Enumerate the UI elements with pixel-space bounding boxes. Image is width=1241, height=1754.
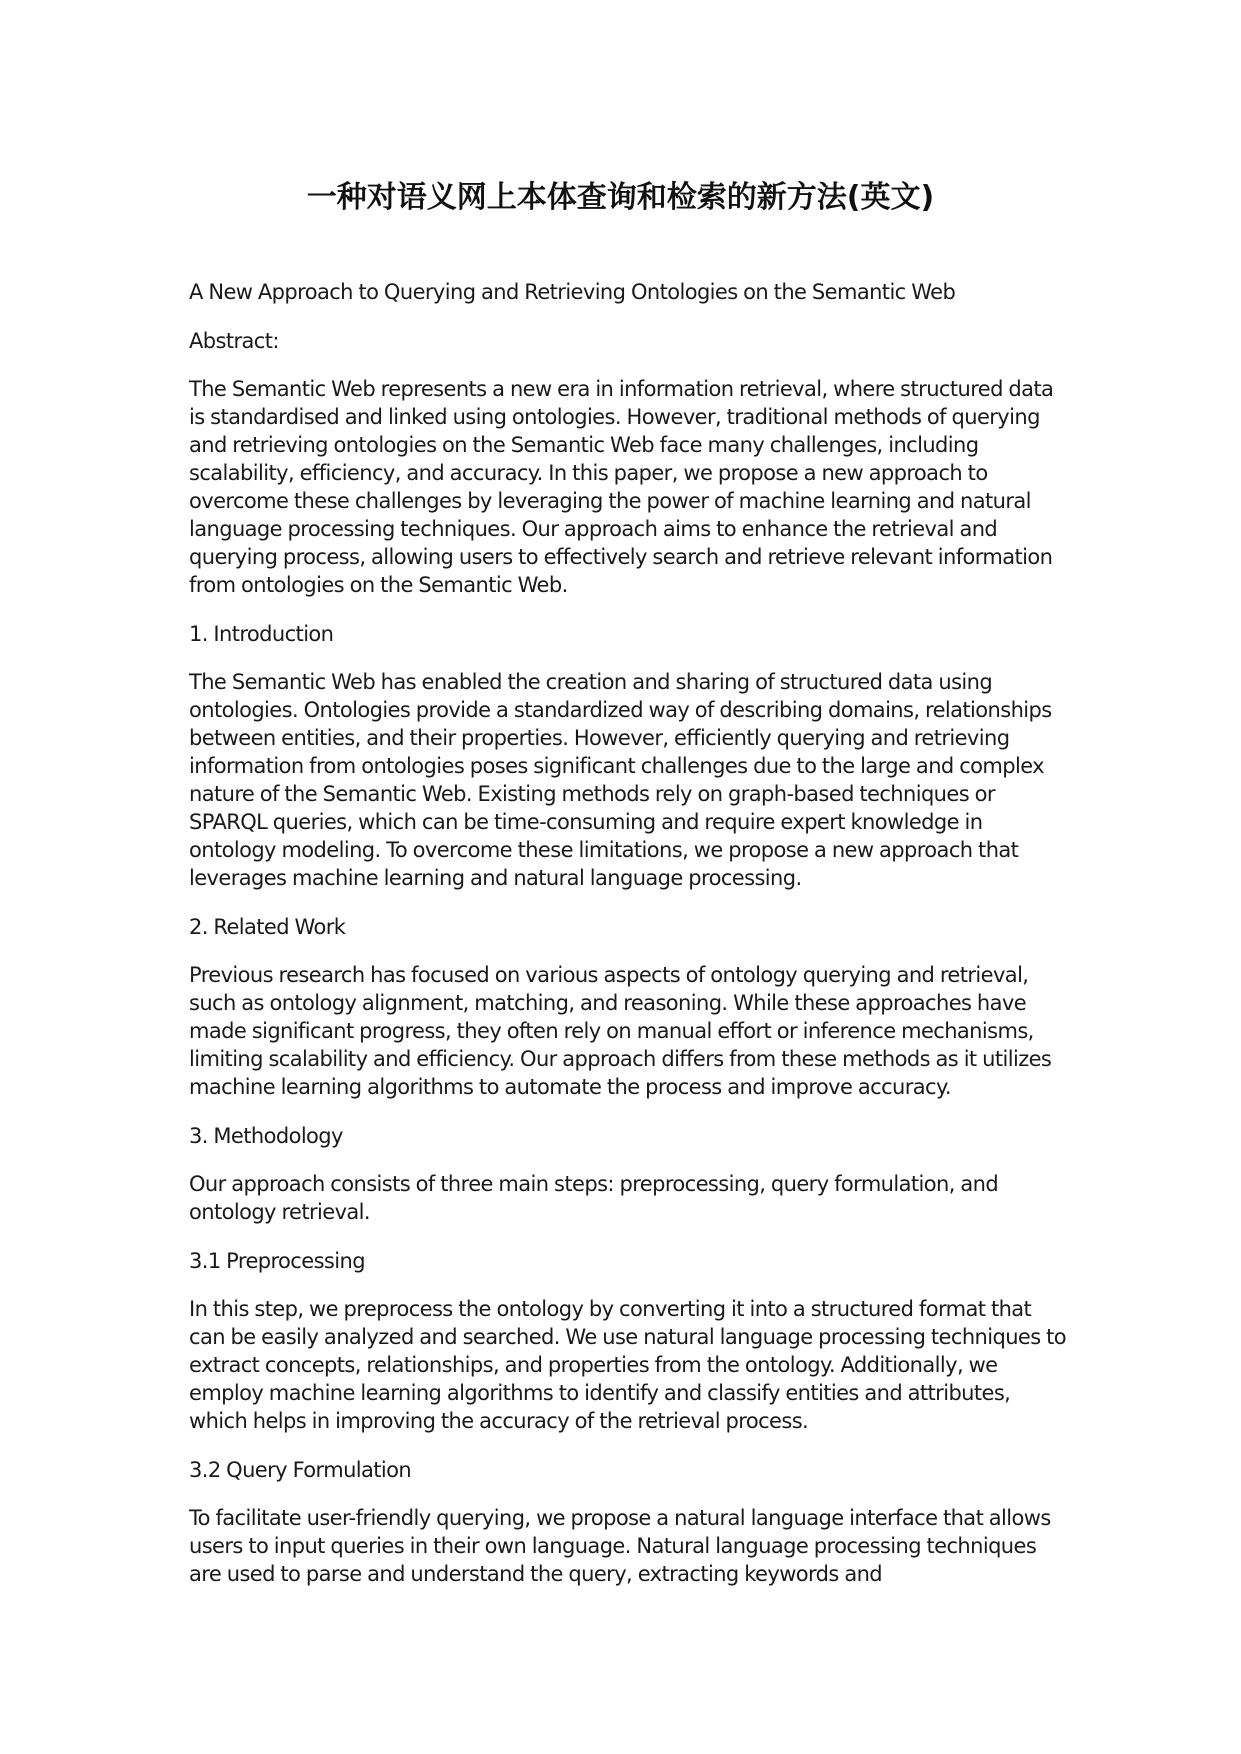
section-heading-preprocessing: 3.1 Preprocessing [189,1248,365,1273]
abstract-heading: Abstract: [189,328,279,353]
section-text-preprocessing: In this step, we preprocess the ontology by converting it into a structured format that can be easily analyzed and searched. We use natural language processing techniques to extract concepts, relationships, and properties from the ontology. Additionally, we employ machine learning algorithms to identify and classify entities and attributes, which helps in improving the accuracy of the retrieval process. [189,1297,1067,1433]
paper-title: A New Approach to Querying and Retrieving Ontologies on the Semantic Web [189,280,956,304]
document-title: 一种对语义网上本体查询和检索的新方法(英文) [306,180,935,215]
section-text-introduction: The Semantic Web has enabled the creation and sharing of structured data using ontologies. Ontologies provide a standardized way of describing domains, relationships between entities, and their properties. However, efficiently querying and retrieving information from ontologies poses significant challenges due to the large and complex nature of the Semantic Web. Existing methods rely on graph-based techniques or SPARQL queries, which can be time-consuming and require expert knowledge in ontology modeling. To overcome these limitations, we propose a new approach that leverages machine learning and natural language processing. [189,670,1052,890]
section-heading-methodology: 3. Methodology [189,1123,343,1148]
section-heading-query-formulation: 3.2 Query Formulation [189,1457,412,1482]
abstract-text: The Semantic Web represents a new era in information retrieval, where structured data is standardised and linked using ontologies. However, traditional methods of querying and retrieving ontologies on the Semantic Web face many challenges, including scalability, efficiency, and accuracy. In this paper, we propose a new approach to overcome these challenges by leveraging the power of machine learning and natural language processing techniques. Our approach aims to enhance the retrieval and querying process, allowing users to effectively search and retrieve relevant information from ontologies on the Semantic Web. [189,377,1054,597]
section-text-related-work: Previous research has focused on various aspects of ontology querying and retrieval, such as ontology alignment, matching, and reasoning. While these approaches have made significant progress, they often rely on manual effort or inference mechanisms, limiting scalability and efficiency. Our approach differs from these methods as it utilizes machine learning algorithms to automate the process and improve accuracy. [189,963,1052,1099]
document-body [189,278,1069,1609]
section-text-methodology: Our approach consists of three main steps: preprocessing, query formulation, and ontology retrieval. [189,1172,999,1224]
section-heading-related-work: 2. Related Work [189,914,346,939]
section-text-query-formulation: To facilitate user-friendly querying, we propose a natural language interface that allows users to input queries in their own language. Natural language processing techniques are used to parse and understand the query, extracting keywords and [189,1506,1051,1586]
section-heading-introduction: 1. Introduction [189,621,334,646]
